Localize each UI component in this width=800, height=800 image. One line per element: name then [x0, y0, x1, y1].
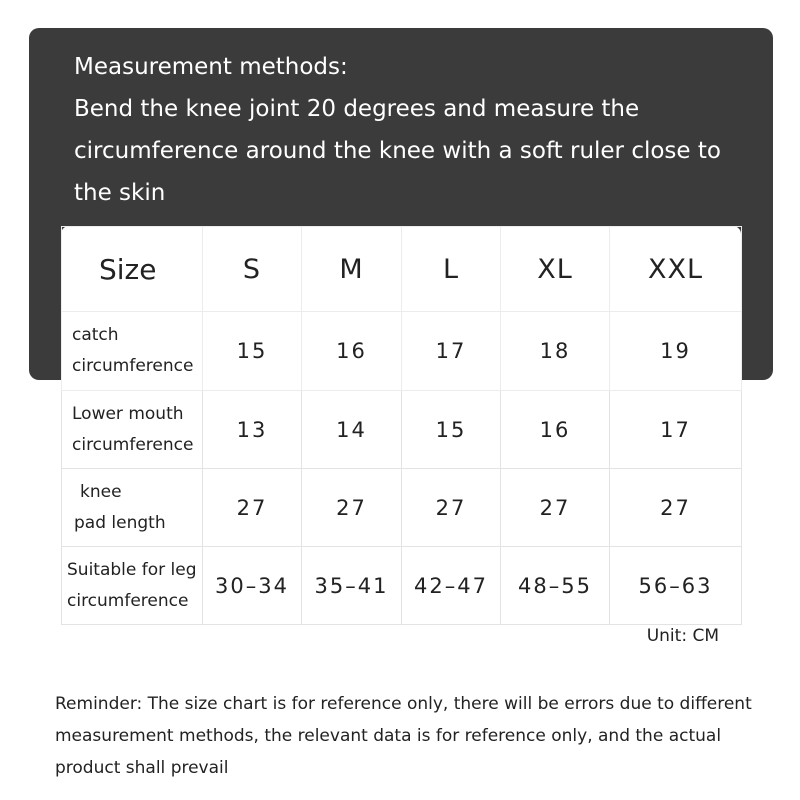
row-label-knee-pad-length — [62, 469, 203, 547]
reminder-line: measurement methods, the relevant data is for reference only, and the actual — [55, 726, 722, 746]
table-cell: 17 — [402, 312, 501, 391]
table-row — [62, 312, 742, 391]
reminder-note — [55, 688, 775, 784]
table-cell: 16 — [501, 391, 610, 469]
table-cell: 15 — [402, 391, 501, 469]
measurement-instructions — [74, 46, 754, 214]
row-label-line: Lower mouth — [72, 403, 184, 424]
unit-label: Unit: CM — [646, 626, 719, 646]
reminder-line: product shall prevail — [55, 758, 229, 778]
table-cell: 27 — [203, 469, 302, 547]
table-cell: 18 — [501, 312, 610, 391]
row-label-line: catch — [72, 325, 119, 345]
row-label-line: circumference — [72, 434, 194, 455]
table-cell: 27 — [501, 469, 610, 547]
size-l-header: L — [402, 227, 501, 312]
table-cell: 15 — [203, 312, 302, 391]
table-cell: 35–41 — [302, 547, 402, 625]
table-row — [62, 469, 742, 547]
row-label-lower-mouth-circumference — [62, 391, 203, 469]
table-cell: 14 — [302, 391, 402, 469]
table-cell: 16 — [302, 312, 402, 391]
measurement-heading: Measurement methods: — [74, 54, 348, 80]
measurement-line: Bend the knee joint 20 degrees and measure the — [74, 96, 640, 122]
row-label-line: circumference — [72, 356, 194, 376]
table-cell: 30–34 — [203, 547, 302, 625]
table-cell: 27 — [402, 469, 501, 547]
size-xl-header: XL — [501, 227, 610, 312]
table-row — [62, 391, 742, 469]
row-label-line: Suitable for leg — [67, 559, 197, 580]
size-xxl-header: XXL — [610, 227, 742, 312]
table-row — [62, 547, 742, 625]
table-cell: 56–63 — [610, 547, 742, 625]
row-label-suitable-leg-circumference — [62, 547, 203, 625]
row-label-catch-circumference — [62, 312, 203, 391]
measurement-line: the skin — [74, 180, 166, 206]
row-label-line: pad length — [74, 512, 166, 533]
table-cell: 19 — [610, 312, 742, 391]
table-cell: 27 — [610, 469, 742, 547]
row-label-line: circumference — [67, 590, 189, 611]
reminder-line: Reminder: The size chart is for reference only, there will be errors due to different — [55, 694, 752, 714]
size-m-header: M — [302, 227, 402, 312]
size-table — [61, 226, 742, 625]
size-column-header: Size — [62, 227, 203, 312]
table-cell: 42–47 — [402, 547, 501, 625]
size-header-row — [62, 227, 742, 312]
table-cell: 27 — [302, 469, 402, 547]
table-cell: 13 — [203, 391, 302, 469]
measurement-line: circumference around the knee with a soft ruler close to — [74, 138, 721, 164]
table-cell: 48–55 — [501, 547, 610, 625]
row-label-line: knee — [80, 481, 122, 502]
table-cell: 17 — [610, 391, 742, 469]
size-s-header: S — [203, 227, 302, 312]
